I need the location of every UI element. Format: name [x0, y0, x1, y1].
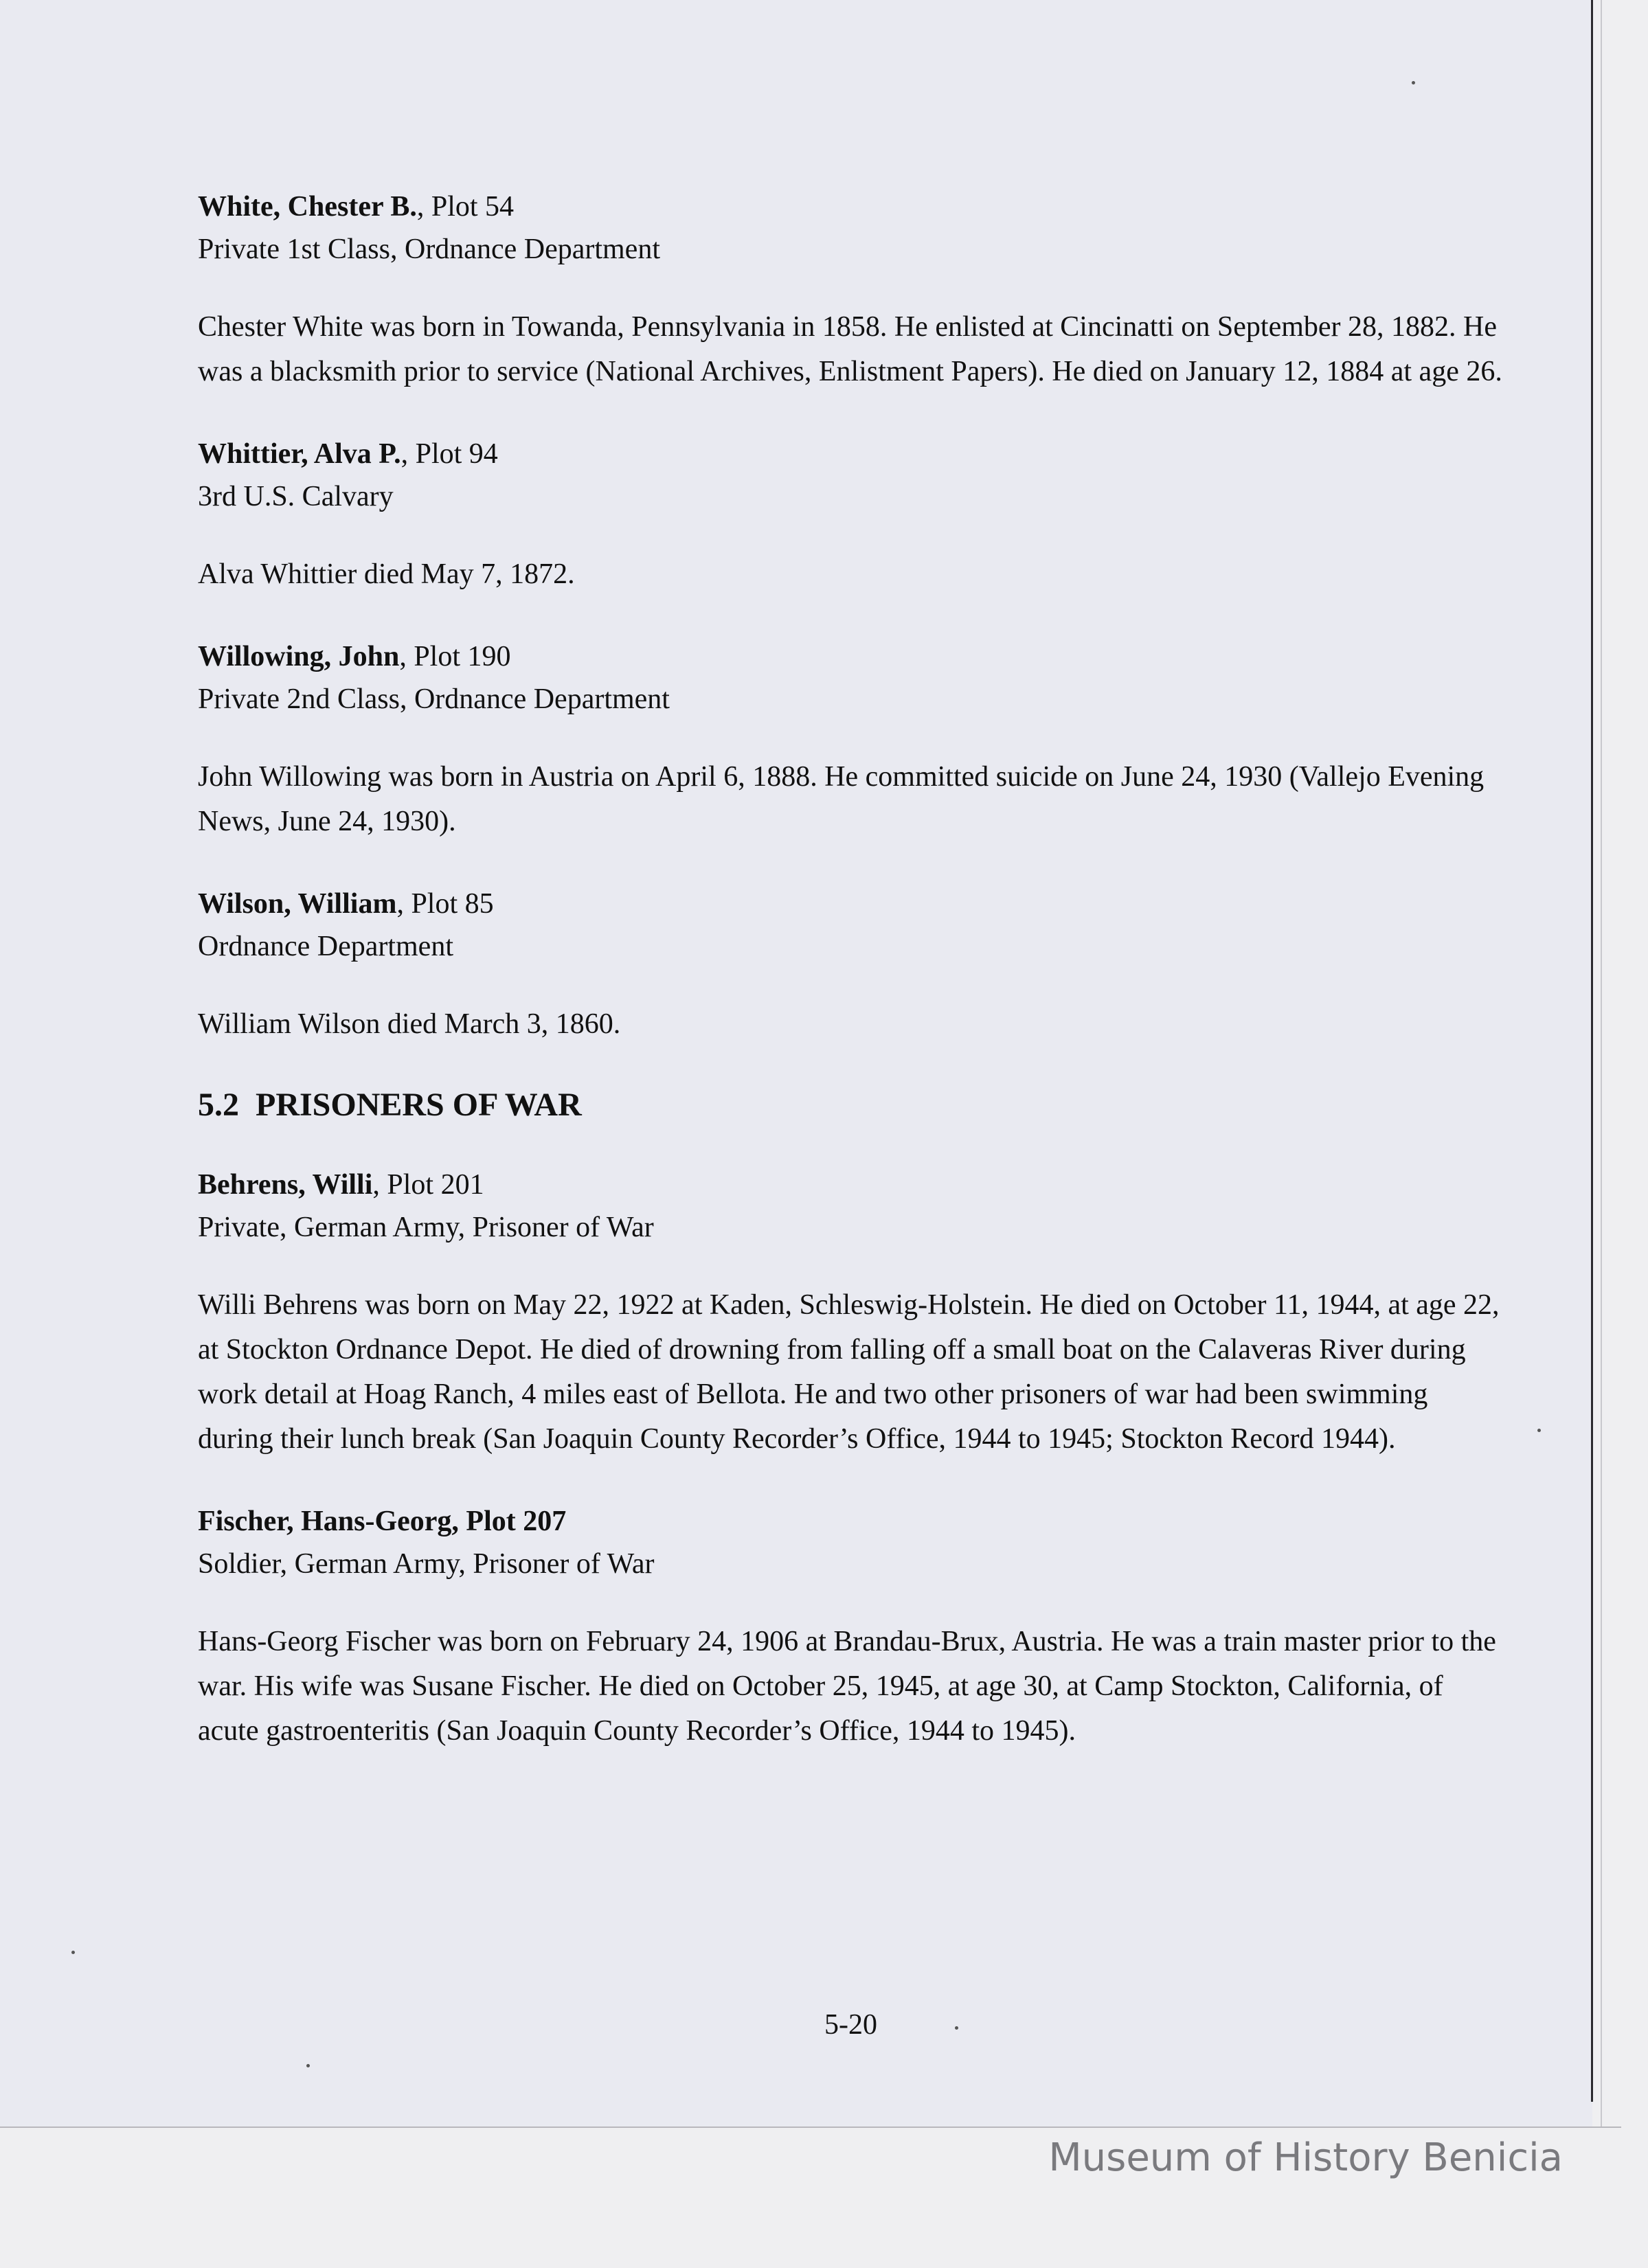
entry-bio: Hans-Georg Fischer was born on February 24, 1906 at Brandau-Brux, Austria. He was a train master prior to the war. His wife was Susane Fischer. He died on October 25, 1945, at age 30, at Camp Stockton, California, of acute gastroenteritis (San Joaquin County Recorder’s Office, 1944 to 1945). — [198, 1626, 1496, 1747]
entry-rank: 3rd U.S. Calvary — [198, 481, 394, 512]
entry-plot: , Plot 190 — [399, 641, 511, 672]
entry-bio: Alva Whittier died May 7, 1872. — [198, 558, 575, 590]
entry-rank: Private 2nd Class, Ordnance Department — [198, 683, 670, 715]
entry-name: White, Chester B. — [198, 191, 417, 223]
watermark: Museum of History Benicia — [1048, 2135, 1563, 2180]
entry-bio: Chester White was born in Towanda, Pennsylvania in 1858. He enlisted at Cincinatti on September 28, 1882. He was a blacksmith prior to service (National Archives, Enlistment Papers). He died on January 12, 1884 at age 26. — [198, 311, 1502, 387]
entry-bio: William Wilson died March 3, 1860. — [198, 1008, 621, 1040]
page-number: 5-20 — [824, 2009, 877, 2041]
scan-speck — [1412, 81, 1415, 84]
entry-rank: Private, German Army, Prisoner of War — [198, 1212, 654, 1243]
entry-fischer — [198, 1500, 1503, 1754]
entry-willowing — [198, 635, 1503, 844]
entry-heading — [198, 635, 1503, 678]
section-number: 5.2 — [198, 1087, 239, 1123]
section-title: PRISONERS OF WAR — [256, 1087, 582, 1123]
entry-heading — [198, 185, 1503, 228]
document-body — [198, 185, 1503, 1754]
entry-plot: , Plot 85 — [396, 888, 494, 920]
entry-heading — [198, 1500, 1503, 1543]
entry-plot: , Plot 54 — [416, 191, 515, 223]
entry-bio: John Willowing was born in Austria on April 6, 1888. He committed suicide on June 24, 1930 (Vallejo Evening News, June 24, 1930). — [198, 761, 1485, 837]
entry-name: Willowing, John — [198, 641, 400, 672]
entry-bio: Willi Behrens was born on May 22, 1922 at Kaden, Schleswig-Holstein. He died on October 11, 1944, at age 22, at Stockton Ordnance Depot. He died of drowning from falling off a small boat on the Calaveras River during work detail at Hoag Ranch, 4 miles east of Bellota. He and two other prisoners of war had been swimming during their lunch break (San Joaquin County Recorder’s Office, 1944 to 1945; Stockton Record 1944). — [198, 1289, 1500, 1455]
page-bottom-edge — [0, 2127, 1621, 2128]
scan-speck — [306, 2064, 310, 2067]
entry-plot: , Plot 94 — [400, 438, 498, 470]
entry-name: Fischer, Hans-Georg, Plot 207 — [198, 1506, 567, 1537]
entry-rank: Soldier, German Army, Prisoner of War — [198, 1548, 655, 1580]
scan-speck — [1537, 1429, 1541, 1432]
entry-name: Behrens, Willi — [198, 1169, 373, 1201]
entry-heading — [198, 883, 1503, 925]
entry-plot: , Plot 201 — [372, 1169, 484, 1201]
section-heading — [198, 1081, 1503, 1129]
entry-wilson — [198, 883, 1503, 1047]
entry-behrens — [198, 1164, 1503, 1462]
entry-rank: Ordnance Department — [198, 931, 453, 962]
entry-whittier — [198, 433, 1503, 597]
scan-speck — [955, 2026, 958, 2030]
entry-heading — [198, 1164, 1503, 1206]
entry-white — [198, 185, 1503, 394]
entry-name: Wilson, William — [198, 888, 397, 920]
scan-speck — [71, 1951, 75, 1954]
page-edge-line — [1591, 0, 1593, 2102]
entry-heading — [198, 433, 1503, 475]
entry-rank: Private 1st Class, Ordnance Department — [198, 234, 660, 265]
entry-name: Whittier, Alva P. — [198, 438, 401, 470]
page-edge-line-outer — [1601, 0, 1602, 2128]
